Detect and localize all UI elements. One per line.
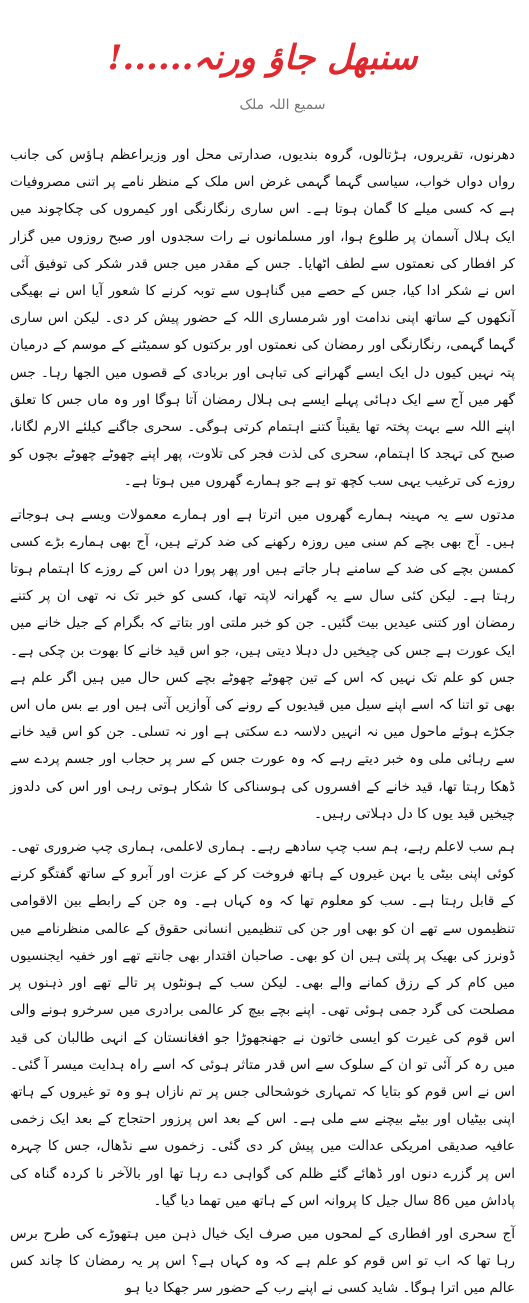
paragraph: دھرنوں، تقریروں، ہڑتالوں، گروہ بندیوں، صدارتی محل اور وزیراعظم ہاؤس کی جانب رواں دواں خواب، سیاسی گہما گہمی غرض اس ملک کے منظر نامے پر اتنی مصروفیات ہے کہ کسی میلے کا گمان ہوتا ہے۔ اس ساری رنگارنگی اور کیمروں کی چکاچوند میں ایک ہلال آسمان پر طلوع ہوا، اور مسلمانوں نے رات سجدوں اور صبح روزوں میں گزار کر افطار کی نعمتوں سے لطف اٹھایا۔ جس کے مقدر میں جس قدر شکر کی توفیق آئی اس نے شکر ادا کیا، جس کے حصے میں گناہوں سے توبہ کرنے کا شعور آیا اس نے بھیگی آنکھوں کے ساتھ اپنی ندامت اور شرمساری اللہ کے حضور پیش کر دی۔ لیکن اس ساری گہما گہمی، رنگارنگی اور رمضان کی نعمتوں اور برکتوں کو سمیٹنے کے موسم کے درمیان پتہ نہیں کیوں دل ایک ایسے گھرانے کی تباہی اور بربادی کے قصوں میں الجھا رہا۔ جس گھر میں آج سے ایک دہائی پہلے ایسے ہی ہلال رمضان آتا ہوگا اور وہ ماں جس کا تعلق اپنے اللہ سے بہت پختہ تھا یقیناً کتنے اہتمام کرتی ہوگی۔ سحری جاگنے کیلئے الارم لگانا، صبح کی تہجد کا اہتمام، سحری کی لذت فجر کی تلاوت، پھر اپنے چھوٹے چھوٹے بچوں کو روزے کی ترغیب یہی سب کچھ تو ہے جو ہمارے گھروں میں ہوتا ہے۔: [10, 147, 515, 490]
paragraph: مدتوں سے یہ مہینہ ہمارے گھروں میں اترتا ہے اور ہمارے معمولات ویسے ہی ہوجاتے ہیں۔ آج بھی بچے کم سنی میں روزہ رکھنے کی ضد کرتے ہیں، آج بھی ہمارے بڑے کسی کمسن بچے کی ضد کے سامنے ہار جاتے ہیں اور پھر پورا دن اس کے روزے کا اہتمام ہوتا رہتا ہے۔ لیکن کئی سال سے یہ گھرانہ لاپتہ تھا، کسی کو خبر تک نہ تھی ان پر کتنے رمضان اور کتنی عیدیں بیت گئیں۔ جن کو خبر ملتی اور بتاتے کہ بگرام کے جیل خانے میں ایک عورت ہے جس کی چیخیں دل دہلا دیتی ہیں، جو اس قید خانے کا بھوت بن چکی ہے۔ جس کو علم تک نہیں کہ اس کے تین چھوٹے چھوٹے بچے کس حال میں ہیں اگر علم ہے بھی تو اتنا کہ اسے اپنے سیل میں قیدیوں کے رونے کی آوازیں آتی ہیں اور بے بس ماں اس جکڑے ہوئے ماحول میں نہ انہیں دلاسہ دے سکتی ہے اور نہ تسلی۔ جن کو اس قید خانے سے رہائی ملی وہ خبر دیتے رہے کہ وہ عورت جس کے سر پر حجاب اور جسم پردے سے ڈھکا رہتا تھا، قید خانے کے افسروں کی ہوسناکی کا شکار ہوتی رہی اور اس کی دلدوز چیخیں قید یوں کا دل دہلاتی رہیں۔: [10, 506, 515, 822]
title-area: [10, 0, 515, 96]
byline: [10, 96, 515, 132]
article-title: سنبھل جاؤ ورنہ......!: [107, 38, 418, 78]
article-body: [10, 142, 515, 1303]
paragraph: ہم سب لاعلم رہے، ہم سب چپ سادھے رہے۔ ہماری لاعلمی، ہماری چپ ضروری تھی۔ کوئی اپنی بیٹی یا بہن غیروں کے ہاتھ فروخت کر کے عزت اور آبرو کے ساتھ گفتگو کرنے کے قابل رہتا ہے۔ سب کو معلوم تھا کہ وہ کہاں ہے۔ وہ جن کے رابطے بین الاقوامی تنظیموں سے تھے ان کو بھی اور جن کی تنظیمیں انسانی حقوق کے عالمی منظرنامے میں ڈونرز کی بھیک پر پلتی ہیں ان کو بھی۔ صاحبان اقتدار بھی جانتے تھے اور خفیہ ایجنسیوں میں کام کر کے رزق کمانے والے بھی۔ لیکن سب کے ہونٹوں پر تالے تھے اور ذہنوں پر مصلحت کی گرد جمی ہوئی تھی۔ اپنے بچے بیچ کر عالمی برادری میں سرخرو ہونے والی اس قوم کی غیرت کو ایسی خاتون نے جھنجھوڑا جو افغانستان کے انہی طالبان کی قید میں رہ کر آئی تو ان کے سلوک سے اس قدر متاثر ہوئی کہ اسے راہ ہدایت میسر آ گئی۔ اس نے اس قوم کو بتایا کہ تمہاری خوشحالی جس پر تم نازاں ہو وہ تو غیروں کے ہاتھ اپنی بیٹیاں اور بیٹے بیچنے سے ملی ہے۔ اس کے بعد اس پرزور احتجاج کے بعد ایک زخمی عافیہ صدیقی امریکی عدالت میں پیش کر دی گئی۔ زخموں سے نڈھال، جس کا چہرہ اس پر گزرے دنوں اور ڈھائے گئے ظلم کی گواہی دے رہا تھا اور بالآخر نا کردہ گناہ کی پاداش میں 86 سال جیل کا پروانہ اس کے ہاتھ میں تھما دیا گیا۔: [10, 839, 515, 1209]
paragraph: آج سحری اور افطاری کے لمحوں میں صرف ایک خیال ذہن میں ہتھوڑے کی طرح برس رہا تھا کہ اب تو اس قوم کو علم ہے کہ وہ کہاں ہے؟ اس پر یہ رمضان کا چاند کس عالم میں اترا ہوگا۔ شاید کسی نے اپنے رب کے حضور سر جھکا دیا ہو: [10, 1225, 515, 1297]
author-name: سمیع اللہ ملک: [239, 97, 326, 113]
